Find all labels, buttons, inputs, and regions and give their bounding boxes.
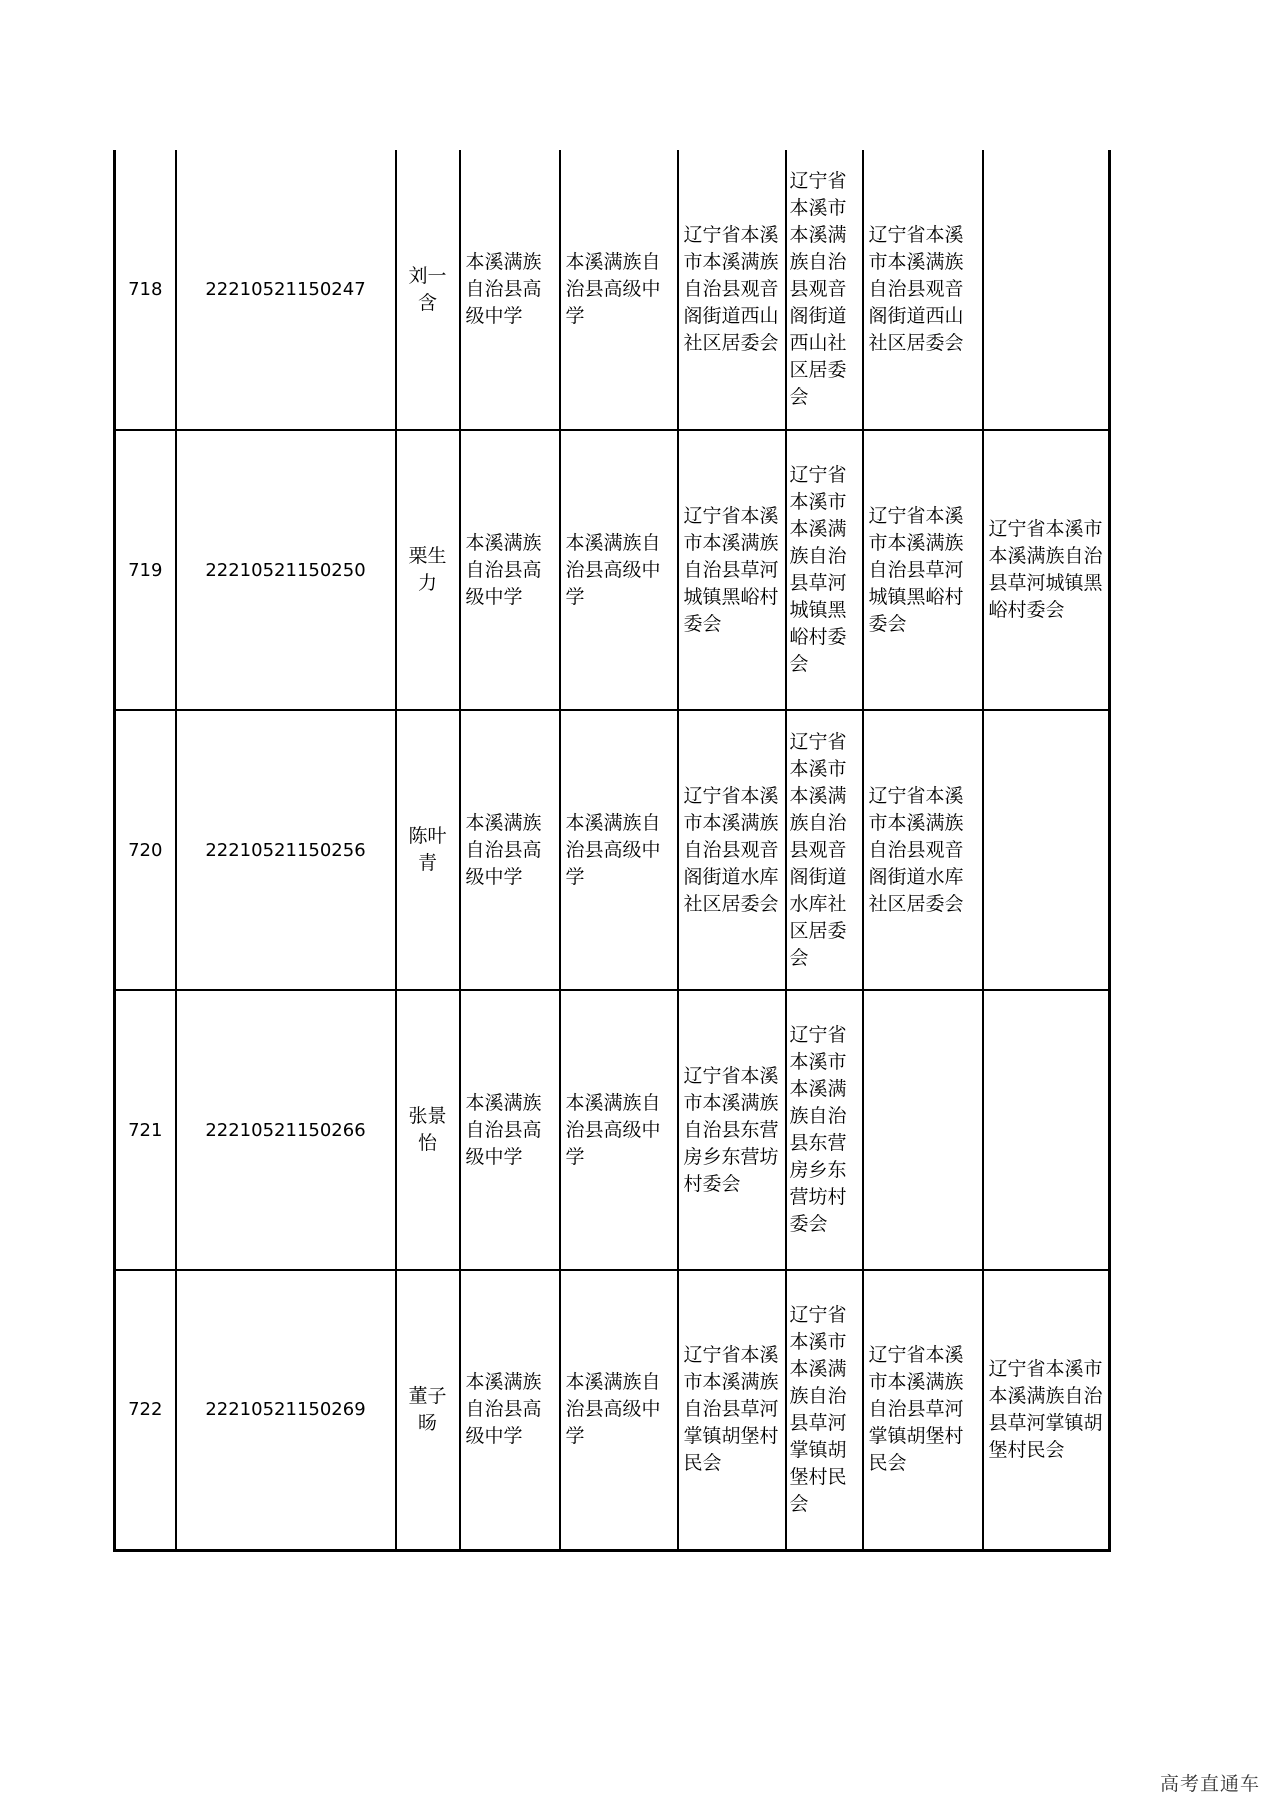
row-index-cell: 722 [115,1270,176,1550]
address-cell-4 [983,710,1110,990]
student-name-cell: 刘一含 [396,150,460,430]
exam-id-cell: 22210521150250 [176,430,396,710]
address-cell-3 [863,990,983,1270]
watermark-text: 高考直通车 [1159,1773,1260,1795]
address-cell-4 [983,150,1110,430]
table-row [115,150,1110,430]
exam-id-cell: 22210521150247 [176,150,396,430]
student-name-cell: 董子旸 [396,1270,460,1550]
address-cell-1: 辽宁省本溪市本溪满族自治县观音阁街道水库社区居委会 [678,710,786,990]
table-row [115,1270,1110,1550]
school-cell: 本溪满族自治县高级中学 [460,430,560,710]
school-cell: 本溪满族自治县高级中学 [460,710,560,990]
school-secondary-cell: 本溪满族自治县高级中学 [560,430,678,710]
exam-id-cell: 22210521150256 [176,710,396,990]
address-cell-3: 辽宁省本溪市本溪满族自治县草河城镇黑峪村委会 [863,430,983,710]
address-cell-4 [983,990,1110,1270]
address-cell-3: 辽宁省本溪市本溪满族自治县观音阁街道西山社区居委会 [863,150,983,430]
address-cell-3: 辽宁省本溪市本溪满族自治县观音阁街道水库社区居委会 [863,710,983,990]
address-cell-1: 辽宁省本溪市本溪满族自治县草河掌镇胡堡村民会 [678,1270,786,1550]
table-row [115,710,1110,990]
student-table [113,150,1111,1552]
address-cell-4: 辽宁省本溪市本溪满族自治县草河城镇黑峪村委会 [983,430,1110,710]
address-cell-1: 辽宁省本溪市本溪满族自治县观音阁街道西山社区居委会 [678,150,786,430]
row-index-cell: 721 [115,990,176,1270]
address-cell-2: 辽宁省本溪市本溪满族自治县草河城镇黑峪村委会 [786,430,863,710]
address-cell-3: 辽宁省本溪市本溪满族自治县草河掌镇胡堡村民会 [863,1270,983,1550]
student-name-cell: 栗生力 [396,430,460,710]
school-secondary-cell: 本溪满族自治县高级中学 [560,990,678,1270]
address-cell-4: 辽宁省本溪市本溪满族自治县草河掌镇胡堡村民会 [983,1270,1110,1550]
row-index-cell: 719 [115,430,176,710]
table-body [115,150,1110,1550]
address-cell-1: 辽宁省本溪市本溪满族自治县东营房乡东营坊村委会 [678,990,786,1270]
exam-id-cell: 22210521150269 [176,1270,396,1550]
school-secondary-cell: 本溪满族自治县高级中学 [560,1270,678,1550]
address-cell-1: 辽宁省本溪市本溪满族自治县草河城镇黑峪村委会 [678,430,786,710]
address-cell-2: 辽宁省本溪市本溪满族自治县草河掌镇胡堡村民会 [786,1270,863,1550]
school-cell: 本溪满族自治县高级中学 [460,1270,560,1550]
student-name-cell: 陈叶青 [396,710,460,990]
address-cell-2: 辽宁省本溪市本溪满族自治县观音阁街道水库社区居委会 [786,710,863,990]
row-index-cell: 720 [115,710,176,990]
school-cell: 本溪满族自治县高级中学 [460,150,560,430]
student-name-cell: 张景怡 [396,990,460,1270]
school-secondary-cell: 本溪满族自治县高级中学 [560,710,678,990]
address-cell-2: 辽宁省本溪市本溪满族自治县东营房乡东营坊村委会 [786,990,863,1270]
row-index-cell: 718 [115,150,176,430]
address-cell-2: 辽宁省本溪市本溪满族自治县观音阁街道西山社区居委会 [786,150,863,430]
school-cell: 本溪满族自治县高级中学 [460,990,560,1270]
table-row [115,990,1110,1270]
exam-id-cell: 22210521150266 [176,990,396,1270]
school-secondary-cell: 本溪满族自治县高级中学 [560,150,678,430]
table-row [115,430,1110,710]
